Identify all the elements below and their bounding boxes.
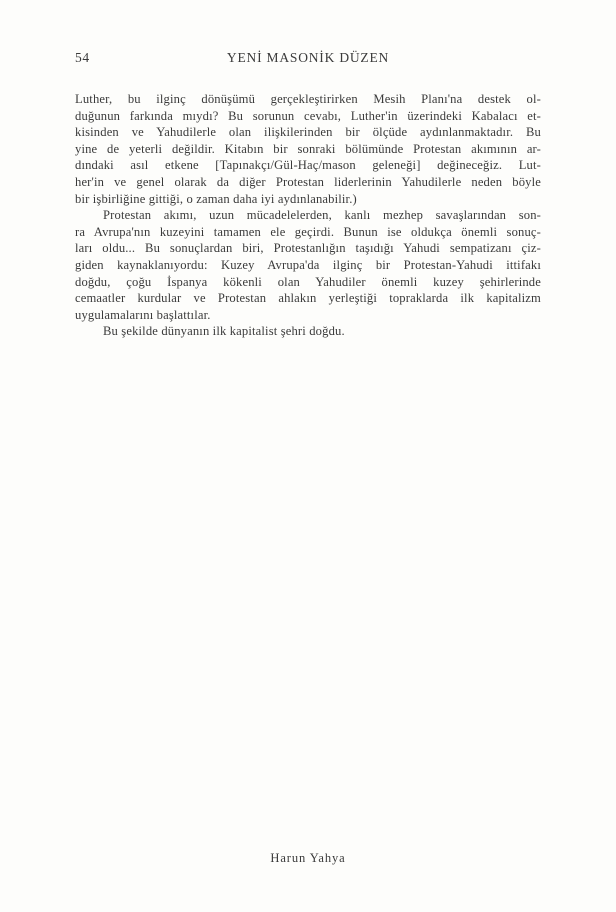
text-line: ra Avrupa'nın kuzeyini tamamen ele geçirdi. Bunun ise oldukça önemli sonuç- xyxy=(75,224,541,239)
text-line: doğdu, çoğu İspanya kökenli olan Yahudiler önemli kuzey şehirlerinde xyxy=(75,274,541,289)
text-line: kisinden ve Yahudilerle olan ilişkilerinden bir ölçüde aydınlanmaktadır. Bu xyxy=(75,125,541,140)
running-title: YENİ MASONİK DÜZEN xyxy=(226,50,390,65)
text-line: uygulamalarını başlattılar. xyxy=(75,307,211,322)
text-line: ları oldu... Bu sonuçlardan biri, Protestanlığın taşıdığı Yahudi sempatizanı çiz- xyxy=(75,241,541,256)
text-line: giden kaynaklanıyordu: Kuzey Avrupa'da ilginç bir Protestan-Yahudi ittifakı xyxy=(75,257,541,272)
footer-author: Harun Yahya xyxy=(270,851,346,865)
body-text xyxy=(75,91,541,340)
text-line: Luther, bu ilginç dönüşümü gerçekleştirirken Mesih Planı'na destek ol- xyxy=(75,92,541,106)
text-line: duğunun farkında mıydı? Bu sorunun cevabı, Luther'in üzerindeki Kabalacı et- xyxy=(75,108,541,123)
text-line: Protestan akımı, uzun mücadelelerden, kanlı mezhep savaşlarından son- xyxy=(103,208,541,223)
page-number: 54 xyxy=(75,50,90,65)
text-line: her'in ve genel olarak da diğer Protestan liderlerinin Yahudilerle neden böyle xyxy=(75,174,541,189)
text-line: yine de yeterli değildir. Kitabın bir sonraki bölümünde Protestan akımının ar- xyxy=(75,141,541,156)
text-line: Bu şekilde dünyanın ilk kapitalist şehri doğdu. xyxy=(103,324,345,339)
page-footer xyxy=(0,851,616,866)
text-line: bir işbirliğine gittiği, o zaman daha iyi aydınlanabilir.) xyxy=(75,191,357,206)
text-line: dındaki asıl etkene [Tapınakçı/Gül-Haç/mason geleneği] değineceğiz. Lut- xyxy=(75,158,541,173)
text-line: cemaatler kurdular ve Protestan ahlakın yerleştiği topraklarda ilk kapitalizm xyxy=(75,291,541,306)
page-header xyxy=(75,50,541,68)
